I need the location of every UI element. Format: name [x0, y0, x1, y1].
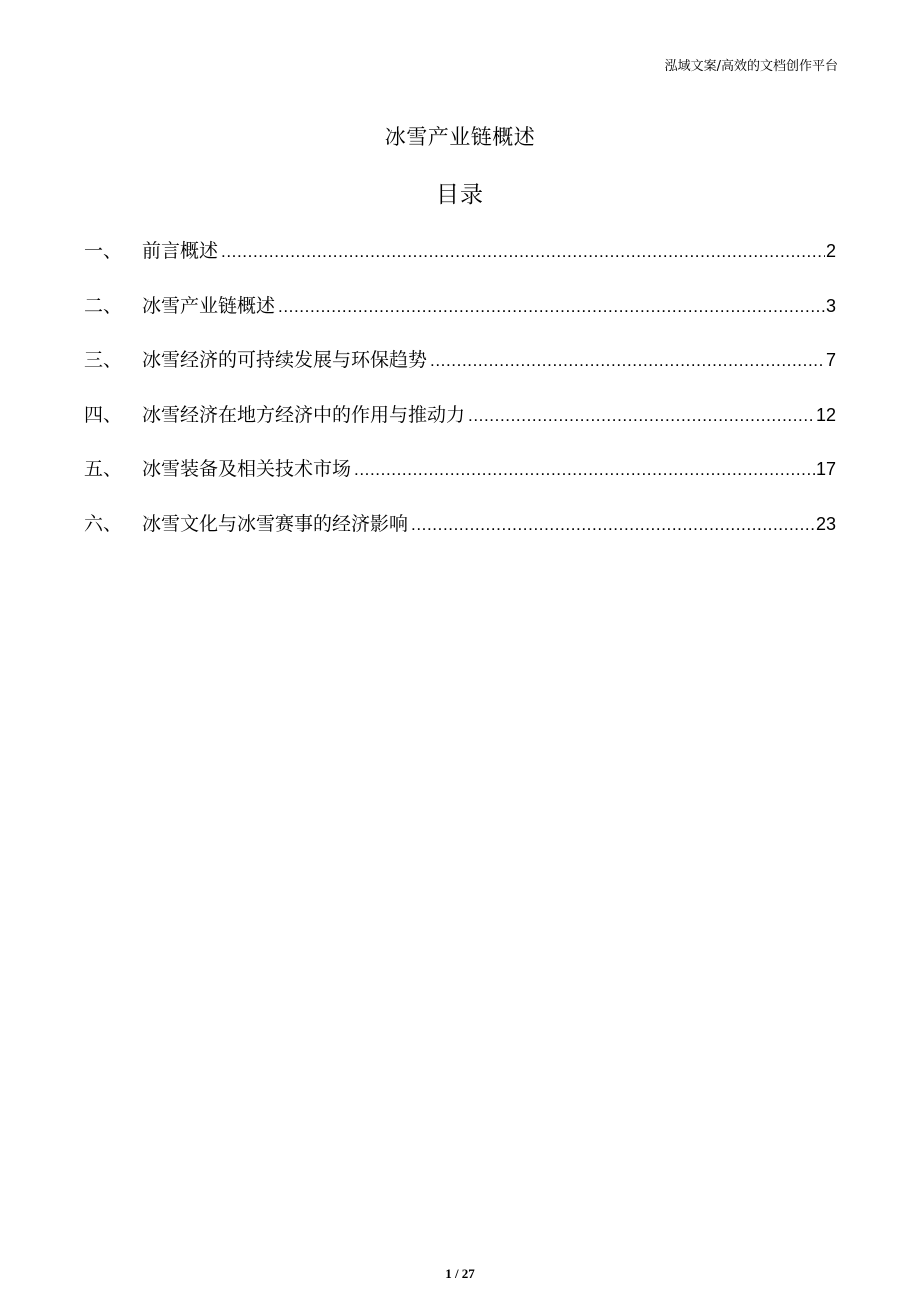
toc-heading: 目录: [436, 182, 484, 208]
toc-entry-text: 冰雪装备及相关技术市场: [142, 458, 352, 480]
toc-entry-number: 三、: [84, 349, 123, 371]
toc-entry[interactable]: [84, 343, 836, 398]
toc-entry-page: 7: [825, 350, 836, 370]
toc-entry-page: 12: [815, 404, 836, 425]
toc-entry[interactable]: [84, 452, 836, 507]
toc-dot-leader: [278, 290, 825, 324]
toc-entry-page: 17: [815, 459, 836, 479]
toc-dot-leader: [411, 508, 815, 542]
toc-entry-page: 23: [815, 513, 836, 534]
toc-entry-page: 3: [825, 295, 836, 316]
toc-entry-page: 2: [825, 241, 836, 261]
table-of-contents: [84, 234, 836, 561]
toc-dot-leader: [221, 235, 825, 269]
toc-entry-number: 一、: [84, 240, 123, 262]
toc-dot-leader: [468, 399, 815, 433]
toc-entry[interactable]: [84, 289, 836, 344]
toc-entry[interactable]: [84, 507, 836, 562]
toc-dot-leader: [430, 344, 825, 378]
toc-dot-leader: [354, 453, 815, 487]
page-header: 泓域文案/高效的文档创作平台: [664, 59, 838, 74]
toc-entry-number: 四、: [84, 403, 123, 426]
toc-entry[interactable]: [84, 234, 836, 289]
toc-entry-number: 二、: [84, 294, 123, 317]
toc-entry-number: 五、: [84, 458, 123, 480]
toc-entry-text: 前言概述: [142, 240, 219, 262]
page-number-footer: 1 / 27: [445, 1266, 475, 1281]
toc-entry-text: 冰雪文化与冰雪赛事的经济影响: [142, 512, 409, 535]
toc-entry-number: 六、: [84, 512, 123, 535]
toc-entry-text: 冰雪产业链概述: [142, 294, 276, 317]
document-title: 冰雪产业链概述: [384, 125, 536, 149]
toc-entry-text: 冰雪经济在地方经济中的作用与推动力: [142, 403, 466, 426]
toc-entry-text: 冰雪经济的可持续发展与环保趋势: [142, 349, 428, 371]
toc-entry[interactable]: [84, 398, 836, 453]
